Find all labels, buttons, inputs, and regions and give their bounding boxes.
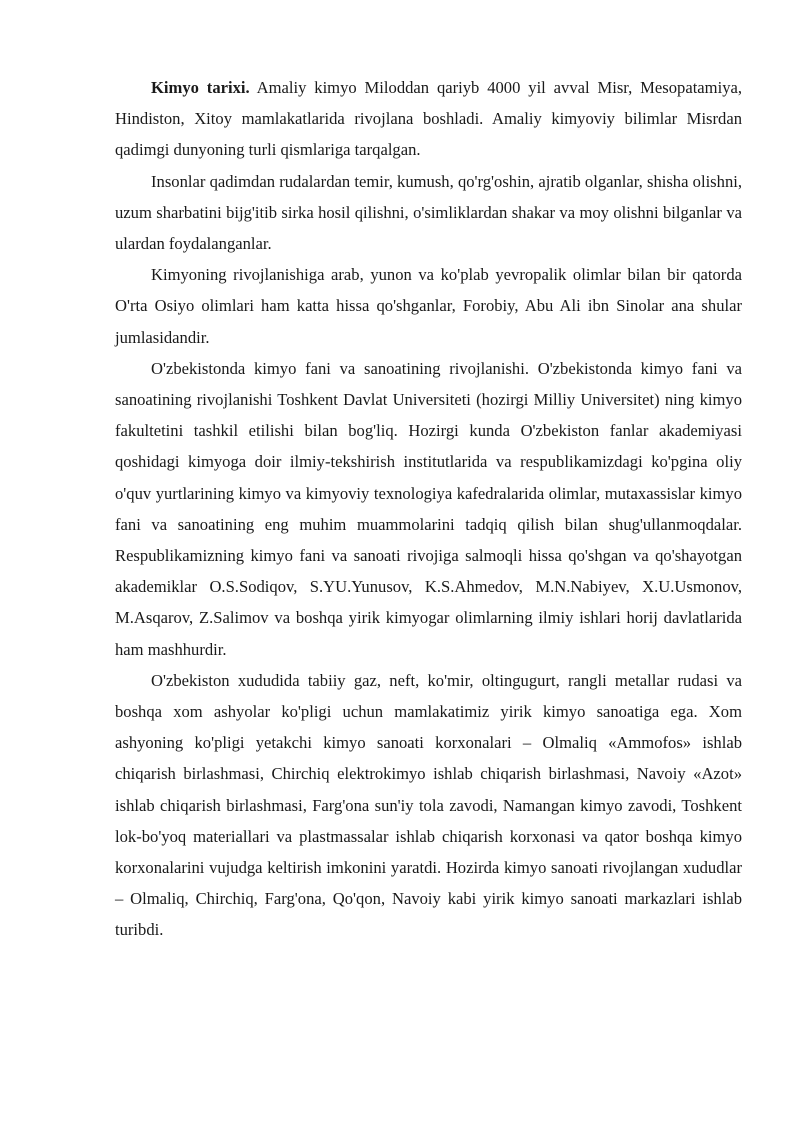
paragraph-history-text: Amaliy kimyo Miloddan qariyb 4000 yil avval Misr, Mesopatamiya, Hindiston, Xitoy mamlakatlarida rivojlana boshladi. Amaliy kimyoviy bilimlar Misrdan qadimgi dunyoning turli qismlariga tarqalgan. <box>115 78 742 160</box>
document-page <box>115 72 742 946</box>
paragraph-scholars: Kimyoning rivojlanishiga arab, yunon va ko'plab yevropalik olimlar bilan bir qatorda O'rta Osiyo olimlari ham katta hissa qo'shganlar, Forobiy, Abu Ali ibn Sinolar ana shular jumlasidandir. <box>115 265 742 347</box>
paragraph-ancient-knowledge: Insonlar qadimdan rudalardan temir, kumush, qo'rg'oshin, ajratib olganlar, shisha olishni, uzum sharbatini bijg'itib sirka hosil qilishni, o'simliklardan shakar va moy olishni bilganlar va ulardan foydalanganlar. <box>115 171 742 254</box>
paragraph-chemical-industry: O'zbekiston xududida tabiiy gaz, neft, ko'mir, oltingugurt, rangli metallar rudasi va boshqa xom ashyolar ko'pligi uchun mamlakatimiz yirik kimyo sanoatiga ega. Xom ashyoning ko'pligi yetakchi kimyo sanoati korxonalari – Olmaliq «Ammofos» ishlab chiqarish birlashmasi, Chirchiq elektrokimyo ishlab chiqarish birlashmasi, Navoiy «Azot» ishlab chiqarish birlashmasi, Farg'ona sun'iy tola zavodi, Namangan kimyo zavodi, Toshkent lok-bo'yoq materiallari va plastmassalar ishlab chiqarish korxonasi va qator boshqa kimyo korxonalarini vujudga keltirish imkonini yaratdi. Hozirda kimyo sanoati rivojlangan xududlar – Olmaliq, Chirchiq, Farg'ona, Qo'qon, Navoiy kabi yirik kimyo sanoati markazlari ishlab turibdi. <box>115 670 742 940</box>
paragraph-history <box>115 72 742 166</box>
paragraph-uzbekistan-development: O'zbekistonda kimyo fani va sanoatining rivojlanishi. O'zbekistonda kimyo fani va sanoatining rivojlanishi Toshkent Davlat Universiteti (hozirgi Milliy Universitet) ning kimyo fakultetini tashkil etilishi bilan bog'liq. Hozirgi kunda O'zbekiston fanlar akademiyasi qoshidagi kimyoga doir ilmiy-tekshirish institutlarida va respublikamizdagi ko'pgina oliy o'quv yurtlarining kimyo va kimyoviy texnologiya kafedralarida olimlar, mutaxassislar kimyo fani va sanoatining eng muhim muammolarini tadqiq qilish bilan shug'ullanmoqdalar. Respublikamizning kimyo fani va sanoati rivojiga salmoqli hissa qo'shgan va qo'shayotgan akademiklar O.S.Sodiqov, S.YU.Yunusov, K.S.Ahmedov, M.N.Nabiyev, X.U.Usmonov, M.Asqarov, Z.Salimov va boshqa yirik kimyogar olimlarning ilmiy ishlari horij davlatlarida ham mashhurdir. <box>115 358 742 659</box>
section-heading-history: Kimyo tarixi. <box>151 78 250 97</box>
